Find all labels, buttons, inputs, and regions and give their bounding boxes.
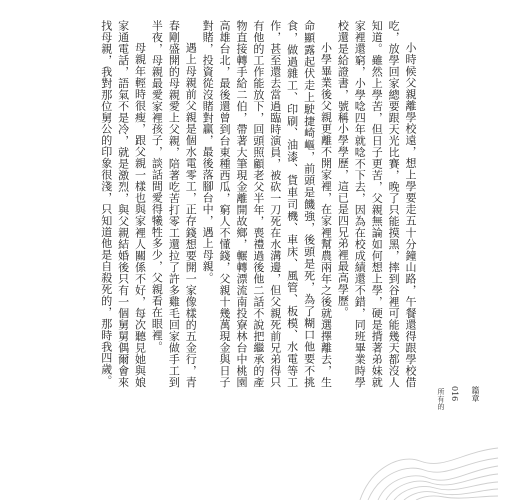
- paragraph: 小時候父親離學校遠，想上學要走五十分鐘山路，午餐還得跟學校借吃，放學回家總要跟天光比賽，晚了只能摸黑，摔到谷裡可能幾天都沒人知道。雖然上學苦，但日子更苦，父親無論如何想上學，硬是揹著弟妹就家裡還窮，小學唸四年就唸不下去，因為在校成績還不錯，同班畢業時學校還是給證書，號稱小學學歷，這已是四兄弟裡最高學歷。: [336, 20, 417, 388]
- paragraph: 小學畢業後父親更離不開家裡，在家裡幫農兩年之後就選擇離去，生命顯露起伏走上駛捷崎嶇，前頭是饑強，後頭是死，為了糊口他要不挑食，做過雜工、印刷、油漆、貨車司機、車床、風管、板模、水電等工作，甚至還去當過臨時演員，被砍一刀死在水溝邊，但父親死前兄弟得只有他的工作能放下，回頭照顧老父半年，喪禮過後他二話不說把繼承的產物直接轉手給二伯，帶著大筆現金離開故鄉，輾轉漂流南投寮林台中桃園高雄台北，最後還曾到台東種西瓜，窮人不懂錢，父親十幾萬現金與日子對賭，投資從沒賭對贏，最後落腳台中，遇上母親。: [201, 20, 333, 388]
- topographic-line-decoration: [358, 388, 498, 500]
- paragraph: 母親年輕時很瘦，跟父親一樣也與家裡人關係不好，每次聽見她與娘家通電話，語氣不是冷，就是激烈，與父親結婚後只有一個舅舅偶爾會來找母親，我對那位舅公的印象很淺，只知道他是自殺死的，那時我四歲。: [99, 20, 147, 388]
- running-header-note: 所有的: [437, 388, 445, 411]
- page-number: 016: [450, 386, 459, 402]
- paragraph: 遇上母親前父親是個水電零工，正存錢想要開一家像樣的五金行，青春剛盛開的母親愛上父親，陪著吃苦打零工還拉了許多雞毛回家做手工到半夜，母親最愛家裡孩子，談話間愛得犧牲多少，父親看在眼裡。: [150, 20, 198, 388]
- body-text: [99, 20, 418, 388]
- chapter-title: 篇章: [471, 386, 480, 402]
